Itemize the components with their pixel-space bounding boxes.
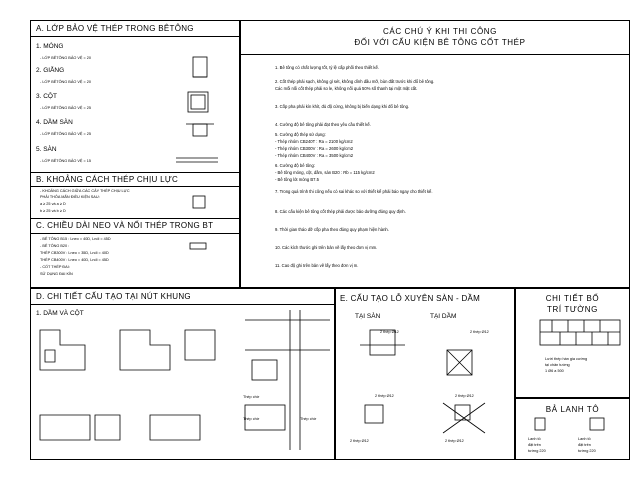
- detail-note: 2 thép Ø12: [380, 330, 399, 334]
- item-note: - LỚP BÊTÔNG BẢO VỆ = 25: [40, 132, 91, 136]
- detail-note: 2 thép Ø12: [470, 330, 489, 334]
- requirement-item: 8. Các cấu kiện bê tông cốt thép phải được bảo dưỡng đúng quy định.: [275, 209, 406, 214]
- requirement-item: 4. Cường độ bê tông phải đạt theo yêu cầu thiết kế.: [275, 122, 371, 127]
- divider: [30, 304, 335, 305]
- requirement-item: 10. Các kích thước ghi trên bản vẽ lấy theo đơn vị mm.: [275, 245, 378, 250]
- item-note: - LỚP BÊTÔNG BẢO VỆ = 20: [40, 56, 91, 60]
- detail-note: 2 thép Ø12: [455, 394, 474, 398]
- detail-note: 2 thép Ø12: [375, 394, 394, 398]
- requirement-item: 7. Trong quá trình thi công nếu có sai khác so với thiết kế phải báo ngay cho thiết kế.: [275, 189, 433, 194]
- text-line: Lanh tô: [578, 437, 591, 441]
- text-line: Lưới thép hàn gia cường: [545, 357, 588, 361]
- text-line: b ≥ 25 và b ≥ D: [40, 209, 66, 213]
- text-line: tại chân tường: [545, 363, 570, 367]
- text-line: - KHOẢNG CÁCH GIỮA CÁC CÂY THÉP CHỊU LỰC: [40, 189, 130, 193]
- requirements-title-1: CÁC CHÚ Ý KHI THI CÔNG: [383, 27, 497, 36]
- requirement-item: - Thép nhóm CB400V : Ra = 3500 kg/cm2: [275, 153, 354, 158]
- requirement-item: 9. Thời gian tháo dỡ cốp pha theo đúng quy phạm hiện hành.: [275, 227, 389, 232]
- text-line: - BÊ TÔNG B20 :: [40, 244, 70, 248]
- requirement-item: - Bê tông móng, cột, dầm, sàn B20 : Rb = 115 kg/cm2: [275, 170, 375, 175]
- item-note: - LỚP BÊTÔNG BẢO VỆ = 15: [40, 159, 91, 163]
- section-d-title: D. CHI TIẾT CẤU TẠO TẠI NÚT KHUNG: [36, 292, 191, 301]
- section-g-title: BẢ LANH TÔ: [545, 405, 600, 414]
- requirement-item: 6. Cường độ bê tông:: [275, 163, 316, 168]
- divider: [30, 186, 240, 187]
- detail-note: Thép chờ: [243, 417, 260, 421]
- text-line: đặt trên: [578, 443, 591, 447]
- divider: [30, 172, 240, 173]
- text-line: tường 220: [578, 449, 596, 453]
- divider: [30, 218, 240, 219]
- detail-note: Thép chờ: [300, 417, 317, 421]
- divider: [240, 54, 630, 55]
- section-a-title: A. LỚP BẢO VỆ THÉP TRONG BÊTÔNG: [36, 24, 194, 33]
- requirement-item: Các mối nối cốt thép phải so le, không nối quá 50% số thanh tại một mặt cắt.: [275, 86, 418, 91]
- section-b-title: B. KHOẢNG CÁCH THÉP CHỊU LỰC: [36, 175, 179, 184]
- section-d-sub: 1. DẦM VÀ CỘT: [36, 310, 84, 317]
- requirement-item: 11. Cao độ ghi trên bản vẽ lấy theo đơn vị m.: [275, 263, 359, 268]
- requirement-item: 5. Cường độ thép sử dụng:: [275, 132, 326, 137]
- item-label: 2. GIẰNG: [36, 67, 65, 74]
- text-line: a ≥ 25 và a ≥ D: [40, 202, 66, 206]
- detail-note: 2 thép Ø12: [350, 439, 369, 443]
- item-label: 4. DẦM SÀN: [36, 119, 73, 126]
- item-label: 3. CỘT: [36, 93, 57, 100]
- requirement-item: - Thép nhóm CB300V : Ra = 2600 kg/cm2: [275, 146, 354, 151]
- requirement-item: 2. Cốt thép phải sạch, không gỉ sét, không dính dầu mỡ, bùn đất trước khi đổ bê tông.: [275, 79, 435, 84]
- item-note: - LỚP BÊTÔNG BẢO VỆ = 20: [40, 80, 91, 84]
- divider: [30, 233, 240, 234]
- requirement-item: 1. Bê tông có chất lượng tốt, tỷ lệ cấp phối theo thiết kế.: [275, 65, 380, 70]
- text-line: - BÊ TÔNG B15 : Lneo = 40D, Lnối = 45D: [40, 237, 111, 241]
- section-c-title: C. CHIỀU DÀI NEO VÀ NỐI THÉP TRONG BT: [36, 221, 214, 230]
- text-line: THÉP CB300V : Lneo = 35D, Lnối = 40D: [40, 251, 109, 255]
- text-line: SỬ DỤNG ĐAI KÍN: [40, 272, 73, 276]
- text-line: PHẢI THỎA MÃN ĐIỀU KIỆN SAU:: [40, 195, 100, 199]
- item-label: 5. SÀN: [36, 146, 57, 153]
- detail-note: Thép chờ: [243, 395, 260, 399]
- section-e-title: E. CẤU TẠO LỖ XUYÊN SÀN - DẦM: [340, 294, 481, 303]
- requirements-title-2: ĐỐI VỚI CẤU KIỆN BÊ TÔNG CỐT THÉP: [354, 38, 526, 47]
- requirement-item: - Bê tông lót móng B7.5: [275, 177, 319, 182]
- requirement-item: 3. Cốp pha phải kín khít, đủ độ cứng, không bị biến dạng khi đổ bê tông.: [275, 104, 410, 109]
- item-note: - LỚP BÊTÔNG BẢO VỆ = 25: [40, 106, 91, 110]
- section-f-title-2: TRÍ TƯỜNG: [547, 305, 598, 314]
- divider: [30, 36, 240, 37]
- text-line: tường 220: [528, 449, 546, 453]
- text-line: đặt trên: [528, 443, 541, 447]
- section-e-sub1: TẠI SÀN: [355, 313, 381, 320]
- text-line: - CỐT THÉP ĐAI:: [40, 265, 70, 269]
- text-line: 1 Ø6 a 500: [545, 369, 564, 373]
- section-e-sub2: TẠI DẦM: [430, 313, 457, 320]
- text-line: THÉP CB400V : Lneo = 40D, Lnối = 45D: [40, 258, 109, 262]
- requirement-item: - Thép nhóm CB240T : Ra = 2100 kg/cm2: [275, 139, 353, 144]
- item-label: 1. MÓNG: [36, 43, 64, 50]
- detail-note: 2 thép Ø12: [445, 439, 464, 443]
- section-f-title-1: CHI TIẾT BỐ: [545, 294, 600, 303]
- text-line: Lanh tô: [528, 437, 541, 441]
